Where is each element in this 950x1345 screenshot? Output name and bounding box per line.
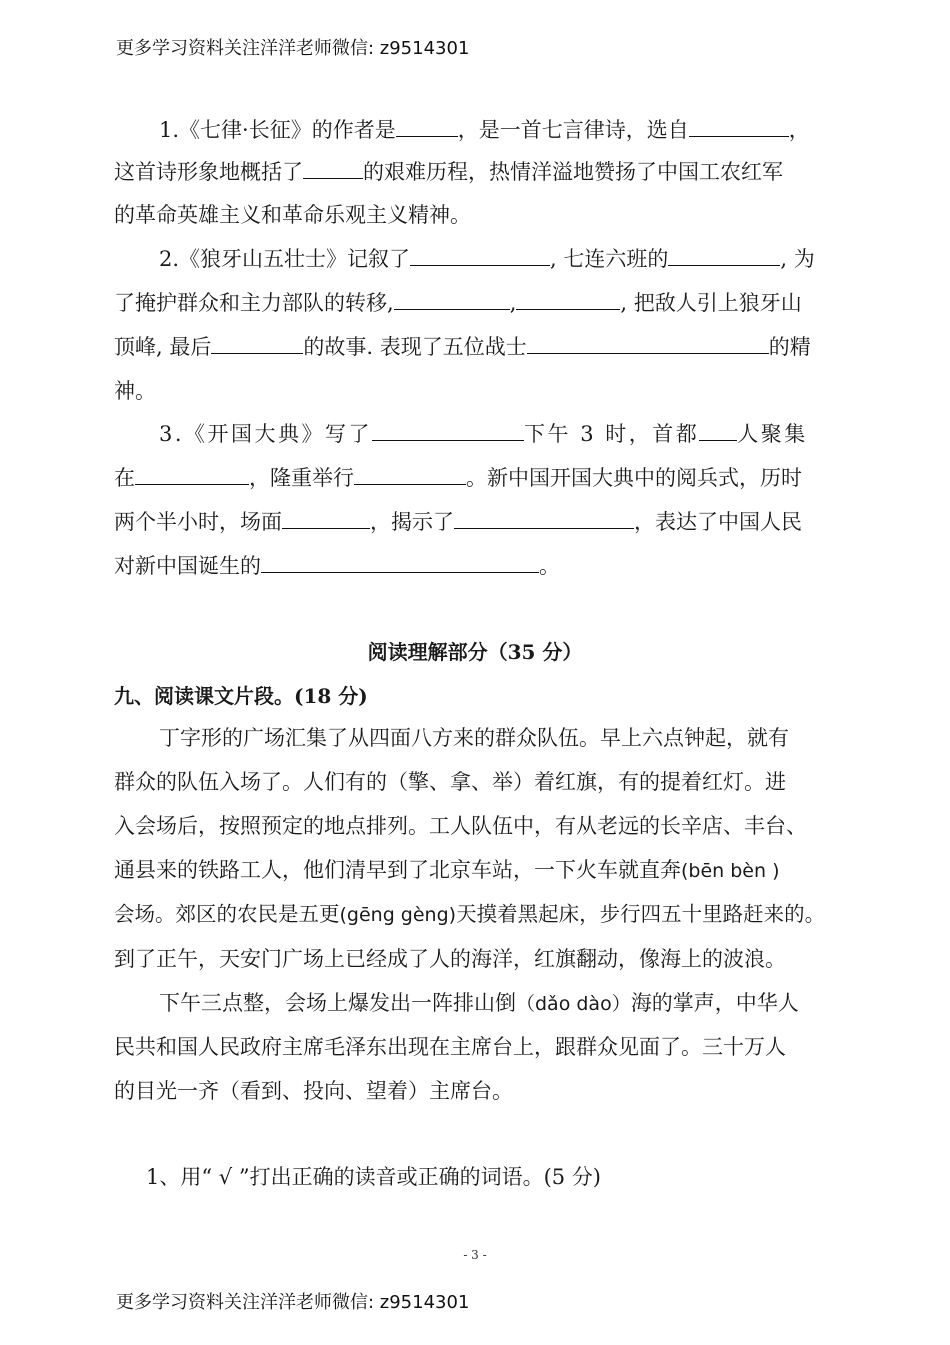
q1-text: ，是一首七言律诗，选自 bbox=[457, 118, 689, 142]
passage-text: 通县来的铁路工人，他们清早到了北京车站，一下火车就直奔 bbox=[114, 858, 681, 882]
q1-text: 这首诗形象地概括了 bbox=[114, 160, 303, 184]
page-number: - 3 - bbox=[463, 1248, 487, 1262]
q3-line-2 bbox=[114, 464, 802, 492]
answer-blank[interactable] bbox=[454, 508, 634, 529]
q3-text: 两个半小时，场面 bbox=[114, 510, 282, 534]
header-promo-text: 更多学习资料关注洋洋老师微信: z9514301 bbox=[116, 38, 470, 59]
q3-text: ，表达了中国人民 bbox=[634, 510, 802, 534]
q3-text: 3.《开国大典》写了 bbox=[159, 422, 373, 446]
q1-line-3: 的革命英雄主义和革命乐观主义精神。 bbox=[114, 203, 471, 227]
passage-line: 丁字形的广场汇集了从四面八方来的群众队伍。早上六点钟起，就有 bbox=[159, 726, 789, 750]
q2-line-2 bbox=[114, 289, 802, 317]
passage-text: 天摸着黑起床，步行四五十里路赶来的。 bbox=[456, 902, 826, 926]
answer-blank[interactable] bbox=[410, 245, 550, 266]
passage-line: 群众的队伍入场了。人们有的（擎、拿、举）着红旗，有的提着红灯。进 bbox=[114, 770, 786, 794]
passage-line: 到了正午，天安门广场上已经成了人的海洋，红旗翻动，像海上的波浪。 bbox=[114, 947, 786, 971]
answer-blank[interactable] bbox=[303, 158, 363, 179]
passage-text: 下午三点整，会场上爆发出一阵排山倒 bbox=[159, 991, 516, 1015]
answer-blank[interactable] bbox=[135, 464, 249, 485]
q3-text: 下午 3 时，首都 bbox=[524, 422, 700, 446]
q2-text: 的精 bbox=[768, 335, 811, 359]
q2-text: 的故事. 表现了五位战士 bbox=[303, 335, 527, 359]
answer-blank[interactable] bbox=[282, 508, 370, 529]
q2-text: 2.《狼牙山五壮士》记叙了 bbox=[159, 247, 411, 271]
passage-line: 入会场后，按照预定的地点排列。工人队伍中，有从老远的长辛店、丰台、 bbox=[114, 814, 807, 838]
passage-line bbox=[114, 856, 780, 885]
passage-line: 的目光一齐（看到、投向、望着）主席台。 bbox=[114, 1079, 513, 1103]
q2-line-3 bbox=[114, 333, 811, 361]
q3-text: ，揭示了 bbox=[370, 510, 454, 534]
sub-question-1: 1、用“ √ ”打出正确的读音或正确的词语。(5 分) bbox=[146, 1165, 601, 1189]
q3-text: 对新中国诞生的 bbox=[114, 554, 261, 578]
q2-text: , 把敌人引上狼牙山 bbox=[620, 291, 802, 315]
q2-text: 了掩护群众和主力部队的转移, bbox=[114, 291, 394, 315]
answer-blank[interactable] bbox=[396, 116, 458, 137]
q1-text: 的艰难历程，热情洋溢地赞扬了中国工农红军 bbox=[363, 160, 783, 184]
answer-blank[interactable] bbox=[372, 420, 524, 441]
answer-blank[interactable] bbox=[354, 464, 466, 485]
q3-text: 在 bbox=[114, 466, 135, 490]
q1-line-1 bbox=[159, 116, 810, 144]
answer-blank[interactable] bbox=[689, 116, 789, 137]
q3-line-1 bbox=[159, 420, 808, 448]
passage-line bbox=[159, 989, 799, 1018]
q3-text: 人聚集 bbox=[737, 422, 808, 446]
q2-text: , 为 bbox=[780, 247, 815, 271]
q3-text: 。 bbox=[539, 554, 560, 578]
section-title: 阅读理解部分（35 分） bbox=[367, 640, 583, 664]
passage-text: 海的掌声，中华人 bbox=[630, 991, 799, 1015]
nine-heading: 九、阅读课文片段。(18 分) bbox=[114, 684, 368, 708]
q2-text: , 七连六班的 bbox=[550, 247, 669, 271]
answer-blank[interactable] bbox=[394, 289, 510, 310]
q2-text: , bbox=[509, 291, 517, 315]
pinyin-choice: （dǎo dào） bbox=[516, 993, 631, 1015]
answer-blank[interactable] bbox=[516, 289, 620, 310]
passage-line: 民共和国人民政府主席毛泽东出现在主席台上，跟群众见面了。三十万人 bbox=[114, 1035, 786, 1059]
footer-promo-text: 更多学习资料关注洋洋老师微信: z9514301 bbox=[116, 1292, 470, 1313]
passage-line bbox=[114, 900, 825, 929]
q1-line-2 bbox=[114, 158, 783, 186]
answer-blank[interactable] bbox=[211, 333, 303, 354]
answer-blank[interactable] bbox=[261, 552, 539, 573]
answer-blank[interactable] bbox=[699, 420, 737, 441]
answer-blank[interactable] bbox=[527, 333, 769, 354]
q3-text: ，隆重举行 bbox=[249, 466, 354, 490]
q3-line-4 bbox=[114, 552, 560, 580]
q2-line-1 bbox=[159, 245, 815, 273]
pinyin-choice: (bēn bèn ) bbox=[681, 860, 780, 882]
q3-line-3 bbox=[114, 508, 802, 536]
q2-line-4: 神。 bbox=[114, 379, 156, 403]
pinyin-choice: (gēng gèng) bbox=[339, 904, 457, 926]
q1-text: ， bbox=[788, 118, 810, 142]
q1-text: 1.《七律·长征》的作者是 bbox=[159, 118, 396, 142]
q2-text: 顶峰, 最后 bbox=[114, 335, 212, 359]
answer-blank[interactable] bbox=[668, 245, 780, 266]
passage-text: 会场。郊区的农民是五更 bbox=[114, 902, 340, 926]
q3-text: 。新中国开国大典中的阅兵式，历时 bbox=[466, 466, 802, 490]
